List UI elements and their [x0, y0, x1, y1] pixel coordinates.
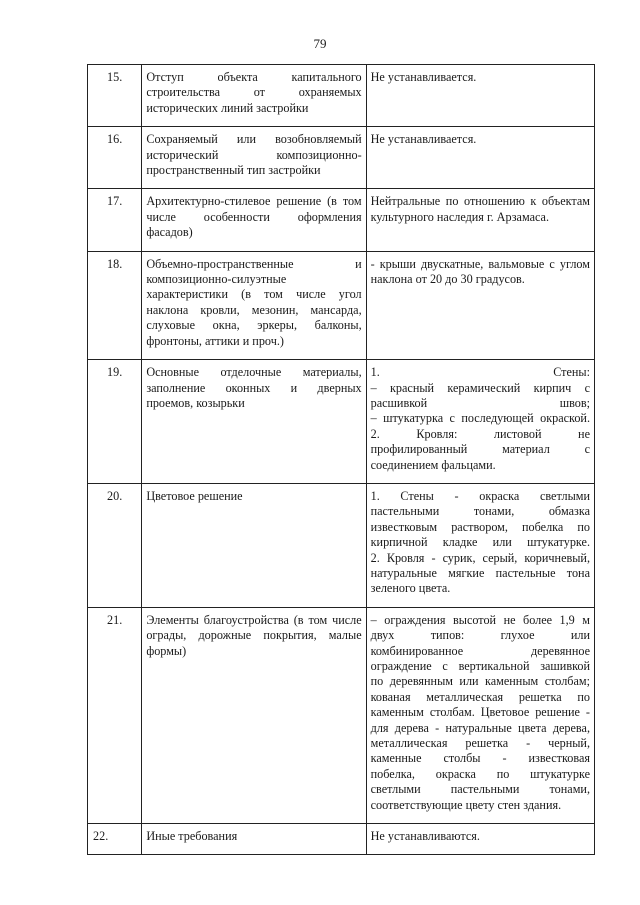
- value-line: Не устанавливается.: [370, 70, 477, 84]
- value-line: профилированный материал с: [370, 442, 590, 457]
- value-line: по деревянным или каменным столбам;: [370, 674, 590, 689]
- value-line: ограждение с вертикальной зашивкой: [370, 659, 590, 673]
- name-line: числе особенности оформления: [146, 209, 362, 224]
- value-line: комбинированное деревянное: [370, 643, 590, 658]
- value-line: соединением фальцами.: [370, 457, 496, 472]
- row-number: 16.: [88, 127, 142, 189]
- requirement-name: [142, 127, 366, 189]
- name-line: Иные требования: [146, 829, 238, 844]
- value-line: пастельными тонами, обмазка: [370, 504, 590, 519]
- value-line: зеленого цвета.: [370, 581, 451, 596]
- value-line: 1. Стены:: [370, 365, 590, 380]
- value-line: Не устанавливается.: [370, 132, 477, 147]
- table-body: [88, 65, 595, 855]
- requirement-value: [366, 189, 594, 251]
- name-line: пространственный тип застройки: [146, 163, 321, 178]
- name-line: характеристики (в том числе угол: [146, 287, 362, 302]
- name-line: Основные отделочные материалы,: [146, 365, 362, 380]
- value-line: 1. Стены - окраска светлыми: [370, 488, 590, 503]
- table-row: [88, 65, 595, 127]
- name-line: Объемно-пространственные и: [146, 256, 362, 271]
- name-line: формы): [146, 643, 187, 658]
- name-line: Отступ объекта капитального: [146, 70, 362, 84]
- requirement-value: [366, 483, 594, 607]
- value-line: побелка, окраска по штукатурке: [370, 766, 590, 781]
- page-number: 79: [313, 36, 327, 51]
- table-row: [88, 483, 595, 607]
- value-line: кирпичной кладке или штукатурке.: [370, 535, 590, 550]
- requirement-name: [142, 607, 366, 823]
- name-line: заполнение оконных и дверных: [146, 380, 362, 395]
- name-line: ограды, дорожные покрытия, малые: [146, 628, 362, 643]
- name-line: Архитектурно-стилевое решение (в том: [146, 194, 362, 209]
- value-line: Не устанавливаются.: [370, 829, 480, 844]
- requirements-table: [87, 64, 595, 855]
- value-line: металлическая решетка - черный,: [370, 736, 590, 751]
- value-line: светлыми пастельными тонами,: [370, 782, 590, 797]
- requirement-name: [142, 65, 366, 127]
- value-line: каменным столбам. Цветовое решение -: [370, 705, 590, 720]
- value-line: расшивкой швов;: [370, 395, 590, 410]
- row-number: 21.: [88, 607, 142, 823]
- name-line: исторических линий застройки: [146, 100, 309, 115]
- requirement-value: [366, 251, 594, 359]
- value-line: 2. Кровля: листовой не: [370, 426, 590, 441]
- row-number: 18.: [88, 251, 142, 359]
- value-line: кованая металлическая решетка по: [370, 689, 590, 704]
- value-line: для дерева - натуральные цвета дерева,: [370, 720, 590, 735]
- requirement-value: [366, 360, 594, 484]
- requirement-value: [366, 607, 594, 823]
- table-row: [88, 127, 595, 189]
- name-line: наклона кровли, мезонин, мансарда,: [146, 302, 362, 317]
- table-row: [88, 360, 595, 484]
- value-line: – красный керамический кирпич с: [370, 380, 590, 395]
- table-row: [88, 824, 595, 855]
- value-line: - крыши двускатные, вальмовые с углом: [370, 256, 590, 271]
- value-line: – ограждения высотой не более 1,9 м: [370, 612, 590, 627]
- requirement-name: [142, 189, 366, 251]
- requirement-value: [366, 824, 594, 855]
- requirement-name: [142, 360, 366, 484]
- name-line: Цветовое решение: [146, 488, 243, 503]
- value-line: натуральные мягкие пастельные тона: [370, 565, 590, 580]
- value-line: – штукатурка с последующей окраской.: [370, 411, 590, 426]
- row-number: 15.: [88, 65, 142, 127]
- value-line: наклона от 20 до 30 градусов.: [370, 272, 525, 287]
- table-row: [88, 607, 595, 823]
- requirement-value: [366, 65, 594, 127]
- name-line: исторический композиционно-: [146, 147, 362, 162]
- requirement-name: [142, 251, 366, 359]
- value-line: каменные столбы - известковая: [370, 751, 590, 766]
- value-line: 2. Кровля - сурик, серый, коричневый,: [370, 550, 590, 565]
- name-line: фронтоны, аттики и проч.): [146, 333, 284, 348]
- name-line: проемов, козырьки: [146, 395, 245, 410]
- requirement-name: [142, 824, 366, 855]
- requirement-value: [366, 127, 594, 189]
- row-number: 22.: [88, 824, 142, 855]
- name-line: фасадов): [146, 225, 193, 240]
- name-line: Элементы благоустройства (в том числе: [146, 612, 362, 627]
- value-line: известковым раствором, побелка по: [370, 519, 590, 534]
- name-line: Сохраняемый или возобновляемый: [146, 132, 362, 147]
- value-line: двух типов: глухое или: [370, 628, 590, 643]
- value-line: соответствующие цвету стен здания.: [370, 797, 562, 812]
- value-line: Нейтральные по отношению к объектам: [370, 194, 590, 209]
- row-number: 19.: [88, 360, 142, 484]
- row-number: 17.: [88, 189, 142, 251]
- name-line: композиционно-силуэтные: [146, 272, 287, 287]
- table-row: [88, 251, 595, 359]
- value-line: культурного наследия г. Арзамаса.: [370, 209, 549, 224]
- name-line: слуховые окна, эркеры, балконы,: [146, 318, 362, 333]
- table-row: [88, 189, 595, 251]
- name-line: строительства от охраняемых: [146, 85, 362, 100]
- row-number: 20.: [88, 483, 142, 607]
- requirement-name: [142, 483, 366, 607]
